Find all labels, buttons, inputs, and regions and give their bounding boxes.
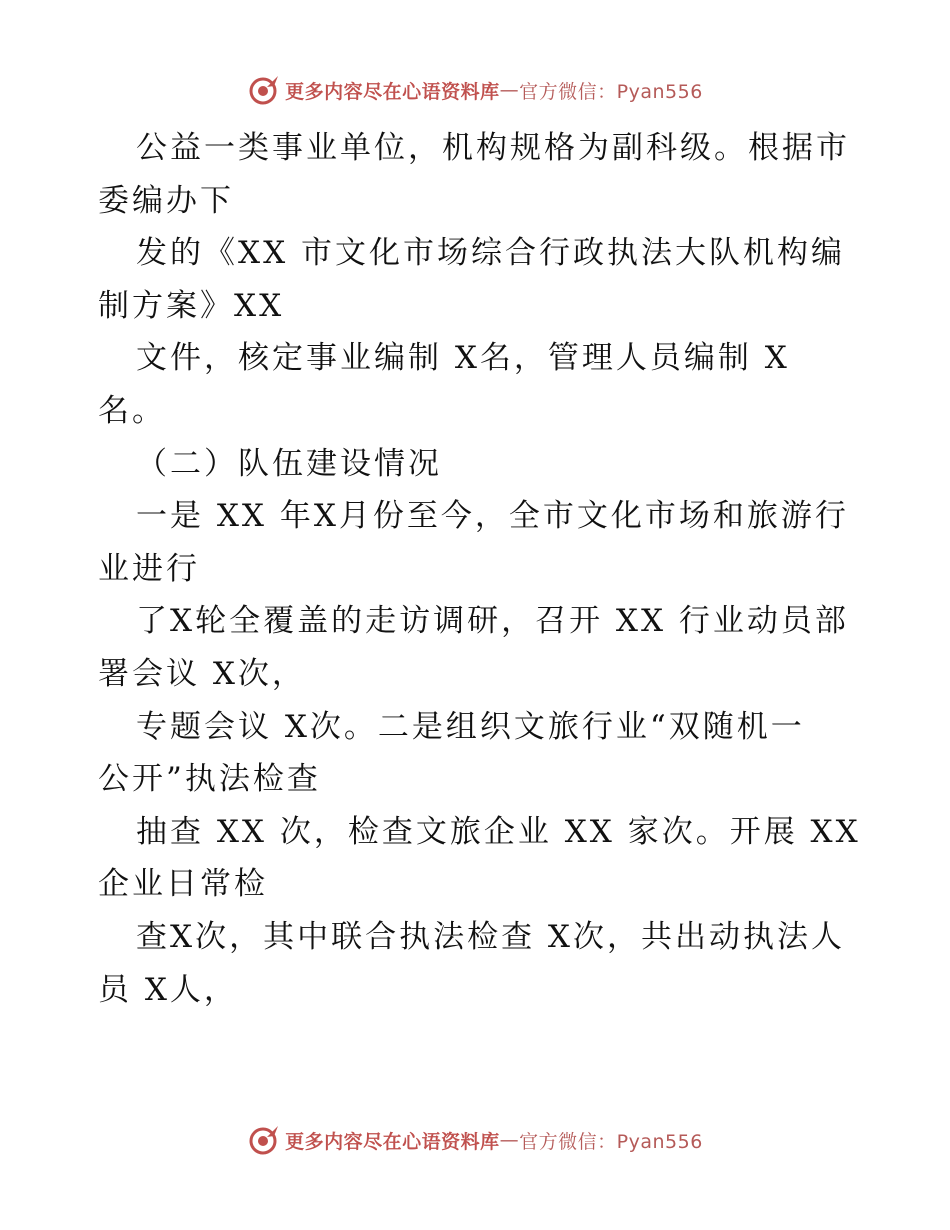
watermark-contact: 官方微信：Pyan556 (519, 80, 703, 103)
text-line: 文件，核定事业编制 X名，管理人员编制 X (136, 340, 790, 377)
text-line: 业进行 (98, 550, 200, 587)
text-line: 专题会议 X次。二是组织文旅行业“双随机一 (136, 708, 805, 745)
text-line: 查X次，其中联合执法检查 X次，共出动执法人 (136, 918, 845, 955)
watermark-brand: 更多内容尽在心语资料库 (285, 80, 500, 103)
text-line: 制方案》XX (98, 287, 285, 324)
text-line: 一是 XX 年X月份至今，全市文化市场和旅游行 (136, 498, 849, 535)
text-line: 了X轮全覆盖的走访调研，召开 XX 行业动员部 (136, 603, 849, 640)
document-body (98, 122, 861, 1016)
watermark-contact: 官方微信：Pyan556 (519, 1130, 703, 1153)
text-line: 员 X人， (98, 971, 238, 1008)
watermark-brand: 更多内容尽在心语资料库 (285, 1130, 500, 1153)
watermark-separator: — (499, 79, 520, 101)
text-line: 名。 (98, 392, 166, 429)
text-line: 抽查 XX 次，检查文旅企业 XX 家次。开展 XX (136, 813, 861, 850)
feather-circle-logo-icon (247, 1123, 281, 1157)
text-line: 委编办下 (98, 182, 234, 219)
text-line: 企业日常检 (98, 866, 268, 903)
watermark-separator: — (499, 1129, 520, 1151)
feather-circle-logo-icon (247, 73, 281, 107)
text-line: 公益一类事业单位，机构规格为副科级。根据市 (136, 130, 850, 166)
text-line: 发的《XX 市文化市场综合行政执法大队机构编 (136, 235, 845, 272)
header-watermark (0, 70, 950, 110)
text-line: 署会议 X次， (98, 655, 306, 692)
footer-watermark (0, 1120, 950, 1160)
text-line: 公开”执法检查 (98, 761, 321, 798)
section-heading: （二）队伍建设情况 (136, 445, 442, 482)
